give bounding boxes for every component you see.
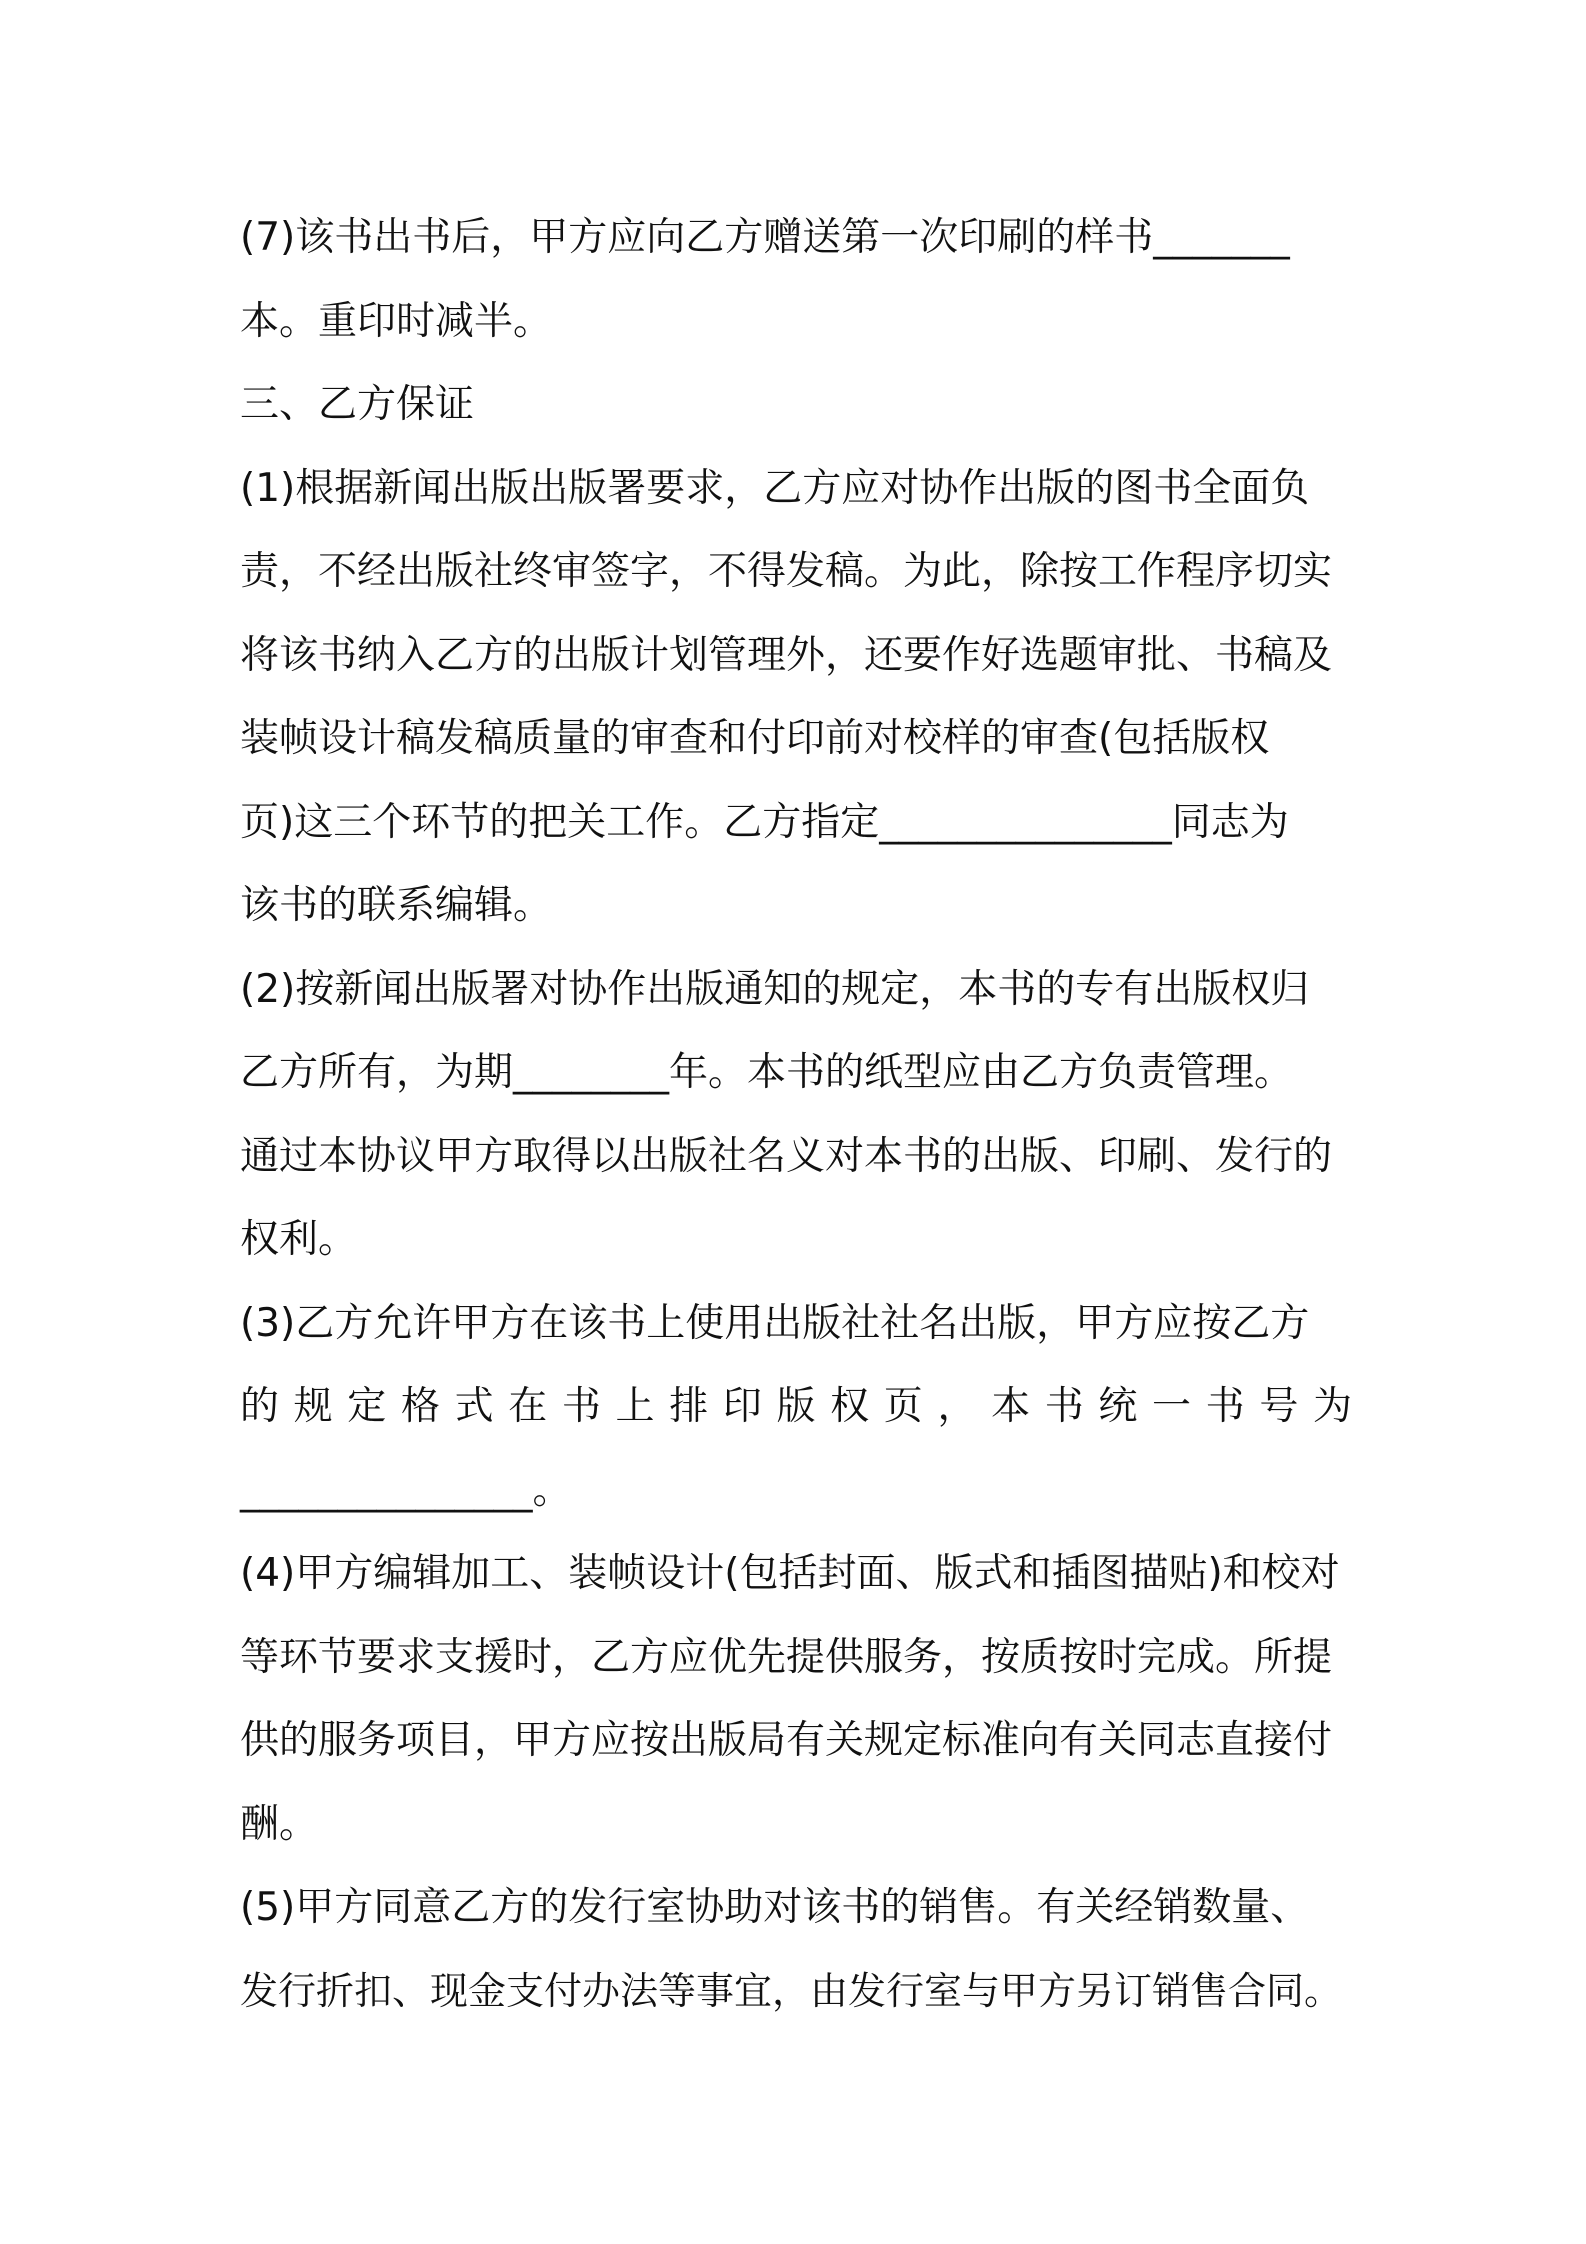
clause-1-line-2: 责，不经出版社终审签字，不得发稿。为此，除按工作程序切实 <box>240 549 1333 594</box>
clause-1-line-3: 将该书纳入乙方的出版计划管理外，还要作好选题审批、书稿及 <box>240 632 1333 678</box>
section-heading-party-b-guarantee: 三、乙方保证 <box>240 382 475 427</box>
clause-1-line-1: (1)根据新闻出版出版署要求，乙方应对协作出版的图书全面负 <box>240 465 1310 511</box>
clause-3-line-1: (3)乙方允许甲方在该书上使用出版社社名出版，甲方应按乙方 <box>240 1300 1310 1346</box>
clause-2-line-1: (2)按新闻出版署对协作出版通知的规定，本书的专有出版权归 <box>240 966 1310 1012</box>
clause-7-line-1: (7)该书出书后，甲方应向乙方赠送第一次印刷的样书_______ <box>240 215 1290 260</box>
clause-5-line-2: 发行折扣、现金支付办法等事宜，由发行室与甲方另订销售合同。 <box>240 1968 1343 2013</box>
clause-1-line-5: 页)这三个环节的把关工作。乙方指定_______________同志为 <box>240 799 1289 845</box>
clause-4-line-2: 等环节要求支援时，乙方应优先提供服务，按质按时完成。所提 <box>240 1634 1333 1680</box>
clause-4-line-1: (4)甲方编辑加工、装帧设计(包括封面、版式和插图描贴)和校对 <box>240 1551 1340 1596</box>
document-body <box>240 196 1352 2033</box>
clause-4-line-3: 供的服务项目，甲方应按出版局有关规定标准向有关同志直接付 <box>240 1718 1333 1763</box>
clause-7-line-2: 本。重印时减半。 <box>240 298 553 344</box>
clause-2-line-3: 通过本协议甲方取得以出版社名义对本书的出版、印刷、发行的 <box>240 1133 1333 1179</box>
clause-1-line-6: 该书的联系编辑。 <box>240 883 553 928</box>
clause-3-line-3: _______________。 <box>240 1467 572 1513</box>
clause-1-line-4: 装帧设计稿发稿质量的审查和付印前对校样的审查(包括版权 <box>240 716 1270 761</box>
clause-3-line-2: 的规定格式在书上排印版权页，本书统一书号为 <box>240 1384 1352 1429</box>
clause-5-line-1: (5)甲方同意乙方的发行室协助对该书的销售。有关经销数量、 <box>240 1885 1310 1930</box>
clause-2-line-2: 乙方所有，为期________年。本书的纸型应由乙方负责管理。 <box>240 1050 1294 1095</box>
clause-4-line-4: 酬。 <box>240 1801 319 1847</box>
clause-2-line-4: 权利。 <box>240 1217 358 1262</box>
